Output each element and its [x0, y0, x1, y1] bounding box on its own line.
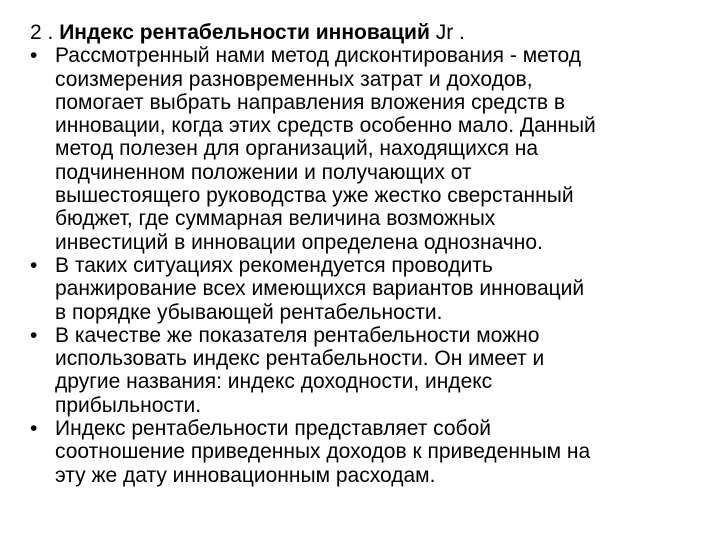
text-line: вышестоящего руководства уже жестко сверстанный — [55, 184, 574, 208]
text-line: в порядке убывающей рентабельности. — [55, 300, 443, 324]
bullet-item — [30, 324, 690, 417]
text-line: прибыльности. — [55, 393, 202, 417]
bullet-icon: • — [30, 417, 38, 441]
bullet-item — [30, 417, 690, 487]
text-line: метод полезен для организаций, находящихся на — [55, 137, 539, 161]
text-line: соизмерения разновременных затрат и доходов, — [55, 67, 533, 91]
bullet-list — [30, 44, 690, 487]
heading-number: 2 . — [30, 21, 60, 44]
text-line: Рассмотренный нами метод дисконтирования - метод — [55, 44, 581, 68]
bullet-item — [30, 44, 690, 254]
heading-title: Индекс рентабельности инноваций — [59, 21, 430, 44]
text-line: помогает выбрать направления вложения средств в — [55, 90, 565, 114]
bullet-icon: • — [30, 253, 38, 277]
slide-content — [30, 21, 690, 487]
text-line: инвестиций в инновации определена однозначно. — [55, 230, 543, 254]
bullet-text — [55, 417, 690, 487]
text-line: инновации, когда этих средств особенно мало. Данный — [55, 114, 596, 138]
heading-symbol: Jr . — [429, 21, 465, 44]
text-line: соотношение приведенных доходов к приведенным на — [55, 440, 591, 464]
bullet-text — [55, 254, 690, 324]
text-line: подчиненном положении и получающих от — [55, 160, 472, 184]
text-line: В таких ситуациях рекомендуется проводить — [55, 253, 493, 277]
bullet-icon: • — [30, 323, 38, 347]
text-line: В качестве же показателя рентабельности можно — [55, 323, 540, 347]
text-line: бюджет, где суммарная величина возможных — [55, 207, 496, 231]
bullet-text — [55, 44, 690, 254]
text-line: использовать индекс рентабельности. Он имеет и — [55, 347, 545, 371]
text-line: ранжирование всех имеющихся вариантов инноваций — [55, 277, 585, 301]
text-line: другие названия: индекс доходности, индекс — [55, 370, 493, 394]
bullet-item — [30, 254, 690, 324]
text-line: Индекс рентабельности представляет собой — [55, 417, 491, 441]
bullet-text — [55, 324, 690, 417]
slide-heading — [30, 21, 690, 44]
bullet-icon: • — [30, 44, 38, 68]
text-line: эту же дату инновационным расходам. — [55, 463, 436, 487]
